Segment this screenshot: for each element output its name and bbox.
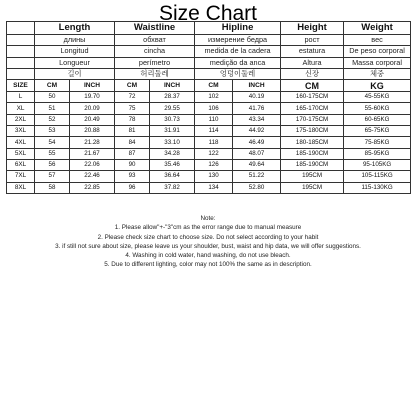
value-cell: 22.06 [70, 159, 115, 170]
value-cell: 51.22 [233, 171, 281, 182]
value-cell: 52.80 [233, 182, 281, 193]
value-cell: 114 [195, 126, 233, 137]
translation-cell: рост [281, 35, 344, 46]
table-row [7, 171, 411, 182]
blank-cell [7, 68, 35, 79]
translation-cell: 신장 [281, 68, 344, 79]
translation-cell: medida de la cadera [195, 46, 281, 57]
table-row [7, 92, 411, 103]
chart-title: Size Chart [158, 2, 258, 25]
value-cell: 72 [115, 92, 150, 103]
size-cell: 4XL [7, 137, 35, 148]
unit-cell: INCH [150, 80, 195, 92]
value-cell: 56 [35, 159, 70, 170]
note-line: 3. if still not sure about size, please leave us your shoulder, bust, waist and hip data, we will offer suggestions. [55, 242, 361, 250]
value-cell: 195CM [281, 182, 344, 193]
value-cell: 20.09 [70, 103, 115, 114]
value-cell: 54 [35, 137, 70, 148]
value-cell: 85-95KG [344, 148, 411, 159]
table-row [7, 137, 411, 148]
value-cell: 34.28 [150, 148, 195, 159]
table-row [7, 114, 411, 125]
unit-cell: CM [281, 80, 344, 92]
value-cell: 44.92 [233, 126, 281, 137]
value-cell: 185-190CM [281, 148, 344, 159]
translation-cell: 허리둘레 [115, 68, 195, 79]
blank-cell [7, 22, 35, 35]
table-row [7, 159, 411, 170]
value-cell: 52 [35, 114, 70, 125]
value-cell: 43.34 [233, 114, 281, 125]
value-cell: 90 [115, 159, 150, 170]
size-table [6, 21, 411, 194]
size-cell: 8XL [7, 182, 35, 193]
value-cell: 115-130KG [344, 182, 411, 193]
translation-cell: длины [35, 35, 115, 46]
value-cell: 110 [195, 114, 233, 125]
unit-cell: CM [115, 80, 150, 92]
value-cell: 134 [195, 182, 233, 193]
value-cell: 60-65KG [344, 114, 411, 125]
value-cell: 84 [115, 137, 150, 148]
translation-cell: Massa corporal [344, 57, 411, 68]
translation-cell: 체중 [344, 68, 411, 79]
value-cell: 21.67 [70, 148, 115, 159]
table-row [7, 182, 411, 193]
value-cell: 102 [195, 92, 233, 103]
size-cell: 5XL [7, 148, 35, 159]
value-cell: 48.07 [233, 148, 281, 159]
value-cell: 81 [115, 126, 150, 137]
unit-row [7, 80, 411, 92]
value-cell: 106 [195, 103, 233, 114]
unit-cell: KG [344, 80, 411, 92]
value-cell: 40.19 [233, 92, 281, 103]
translation-cell: De peso corporal [344, 46, 411, 57]
value-cell: 165-170CM [281, 103, 344, 114]
value-cell: 130 [195, 171, 233, 182]
value-cell: 55 [35, 148, 70, 159]
value-cell: 20.49 [70, 114, 115, 125]
size-cell: XL [7, 103, 35, 114]
value-cell: 46.49 [233, 137, 281, 148]
table-row [7, 126, 411, 137]
value-cell: 180-185CM [281, 137, 344, 148]
value-cell: 28.37 [150, 92, 195, 103]
column-header: Hipline [195, 22, 281, 35]
value-cell: 50 [35, 92, 70, 103]
translation-cell: Longitud [35, 46, 115, 57]
value-cell: 87 [115, 148, 150, 159]
value-cell: 126 [195, 159, 233, 170]
translation-cell: Longueur [35, 57, 115, 68]
value-cell: 29.55 [150, 103, 195, 114]
value-cell: 31.91 [150, 126, 195, 137]
value-cell: 118 [195, 137, 233, 148]
value-cell: 55-60KG [344, 103, 411, 114]
translation-cell: 엉덩이둘레 [195, 68, 281, 79]
value-cell: 65-75KG [344, 126, 411, 137]
value-cell: 49.64 [233, 159, 281, 170]
value-cell: 51 [35, 103, 70, 114]
translation-cell: обхват [115, 35, 195, 46]
value-cell: 53 [35, 126, 70, 137]
value-cell: 41.76 [233, 103, 281, 114]
column-header: Length [35, 22, 115, 35]
translation-cell: perímetro [115, 57, 195, 68]
value-cell: 175-180CM [281, 126, 344, 137]
blank-cell [7, 57, 35, 68]
translation-cell: вес [344, 35, 411, 46]
value-cell: 37.82 [150, 182, 195, 193]
size-cell: 2XL [7, 114, 35, 125]
translation-cell: cincha [115, 46, 195, 57]
note-line: 5. Due to different lighting, color may not 100% the same as in description. [104, 261, 312, 269]
translation-row [7, 35, 411, 46]
unit-cell: INCH [70, 80, 115, 92]
value-cell: 30.73 [150, 114, 195, 125]
value-cell: 160-175CM [281, 92, 344, 103]
table-row [7, 148, 411, 159]
unit-cell: INCH [233, 80, 281, 92]
value-cell: 195CM [281, 171, 344, 182]
value-cell: 93 [115, 171, 150, 182]
translation-cell: medição da anca [195, 57, 281, 68]
value-cell: 19.70 [70, 92, 115, 103]
value-cell: 122 [195, 148, 233, 159]
notes-heading: Note: [200, 215, 216, 222]
value-cell: 170-175CM [281, 114, 344, 125]
value-cell: 58 [35, 182, 70, 193]
translation-cell: estatura [281, 46, 344, 57]
size-cell: 3XL [7, 126, 35, 137]
value-cell: 33.10 [150, 137, 195, 148]
notes-section [0, 214, 416, 270]
unit-cell: CM [195, 80, 233, 92]
value-cell: 105-115KG [344, 171, 411, 182]
translation-cell: Altura [281, 57, 344, 68]
column-header: Waistline [115, 22, 195, 35]
unit-cell: CM [35, 80, 70, 92]
value-cell: 35.46 [150, 159, 195, 170]
value-cell: 45-55KG [344, 92, 411, 103]
column-header: Height [281, 22, 344, 35]
translation-row [7, 68, 411, 79]
note-line: 1. Please allow"+-"3"cm as the error range due to manual measure [114, 224, 302, 232]
size-cell: 7XL [7, 171, 35, 182]
value-cell: 22.85 [70, 182, 115, 193]
value-cell: 78 [115, 114, 150, 125]
blank-cell [7, 46, 35, 57]
translation-row [7, 57, 411, 68]
value-cell: 75 [115, 103, 150, 114]
translation-row [7, 46, 411, 57]
blank-cell [7, 35, 35, 46]
note-line: 4. Washing in cold water, hand washing, do not use bleach. [125, 252, 291, 260]
size-cell: L [7, 92, 35, 103]
header-row [7, 22, 411, 35]
value-cell: 36.64 [150, 171, 195, 182]
value-cell: 96 [115, 182, 150, 193]
size-cell: 6XL [7, 159, 35, 170]
column-header: Weight [344, 22, 411, 35]
translation-cell: измерение бедра [195, 35, 281, 46]
translation-cell: 길이 [35, 68, 115, 79]
value-cell: 95-105KG [344, 159, 411, 170]
value-cell: 185-190CM [281, 159, 344, 170]
value-cell: 21.28 [70, 137, 115, 148]
value-cell: 75-85KG [344, 137, 411, 148]
value-cell: 20.88 [70, 126, 115, 137]
value-cell: 22.46 [70, 171, 115, 182]
table-row [7, 103, 411, 114]
unit-cell: SIZE [7, 80, 35, 92]
note-line: 2. Please check size chart to choose size. Do not select according to your habit [97, 233, 319, 241]
value-cell: 57 [35, 171, 70, 182]
